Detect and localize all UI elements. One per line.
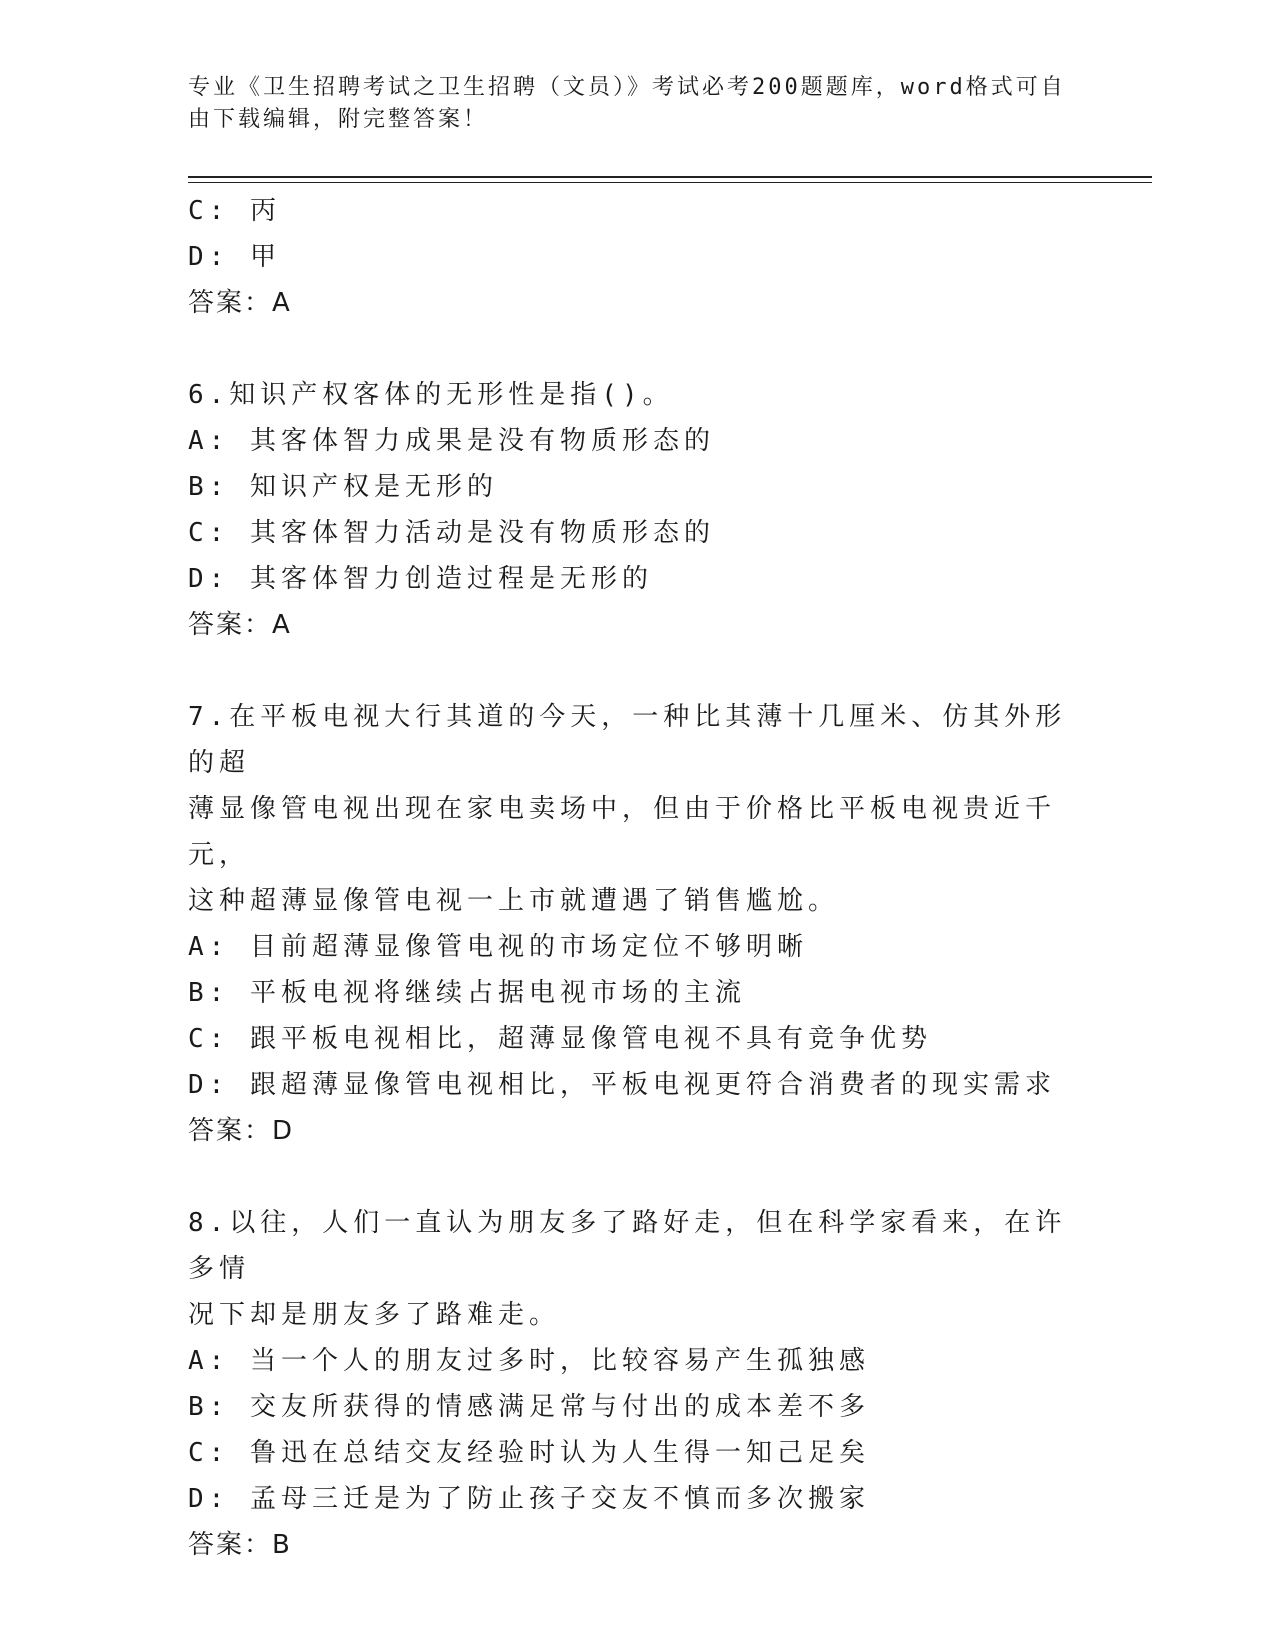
option-b: B: 知识产权是无形的 xyxy=(188,472,498,502)
answer-label: 答案： xyxy=(188,610,273,640)
question-stem-line: 7.在平板电视大行其道的今天，一种比其薄十几厘米、仿其外形的超 xyxy=(188,702,1067,778)
answer-label: 答案： xyxy=(188,288,273,318)
answer-label: 答案： xyxy=(188,1530,273,1560)
option-c: C: 鲁迅在总结交友经验时认为人生得一知己足矣 xyxy=(188,1438,870,1468)
option-d: D: 跟超薄显像管电视相比，平板电视更符合消费者的现实需求 xyxy=(188,1070,1056,1100)
option-d: D: 其客体智力创造过程是无形的 xyxy=(188,564,653,594)
answer-value: A xyxy=(272,288,292,318)
question-stem-line: 况下却是朋友多了路难走。 xyxy=(188,1300,561,1330)
question-stem-line: 这种超薄显像管电视一上市就遭遇了销售尴尬。 xyxy=(188,886,840,916)
spacer xyxy=(188,326,1068,372)
option-b: B: 平板电视将继续占据电视市场的主流 xyxy=(188,978,746,1008)
answer-line xyxy=(188,280,1068,326)
header-line-1: 专业《卫生招聘考试之卫生招聘（文员）》考试必考200题题库，word格式可自 xyxy=(188,75,1066,100)
spacer xyxy=(188,1154,1068,1200)
option-d: D: 甲 xyxy=(188,242,281,272)
option-d: D: 孟母三迁是为了防止孩子交友不慎而多次搬家 xyxy=(188,1484,870,1514)
answer-line xyxy=(188,1108,1068,1154)
header-rule-thick xyxy=(188,176,1152,178)
option-c: C: 丙 xyxy=(188,196,281,226)
header-rule-thin xyxy=(188,182,1152,183)
option-c: C: 其客体智力活动是没有物质形态的 xyxy=(188,518,715,548)
answer-value: D xyxy=(272,1116,295,1146)
document-body xyxy=(188,188,1068,1568)
question-8 xyxy=(188,1200,1068,1568)
question-6 xyxy=(188,372,1068,648)
question-stem-line: 薄显像管电视出现在家电卖场中，但由于价格比平板电视贵近千元， xyxy=(188,794,1057,870)
question-stem-line: 6.知识产权客体的无形性是指()。 xyxy=(188,380,674,410)
option-b: B: 交友所获得的情感满足常与付出的成本差不多 xyxy=(188,1392,870,1422)
option-c: C: 跟平板电视相比，超薄显像管电视不具有竞争优势 xyxy=(188,1024,932,1054)
spacer xyxy=(188,648,1068,694)
option-a: A: 当一个人的朋友过多时，比较容易产生孤独感 xyxy=(188,1346,870,1376)
option-a: A: 其客体智力成果是没有物质形态的 xyxy=(188,426,715,456)
document-header xyxy=(188,72,1088,136)
option-a: A: 目前超薄显像管电视的市场定位不够明晰 xyxy=(188,932,808,962)
answer-value: A xyxy=(272,610,292,640)
question-7 xyxy=(188,694,1068,1154)
answer-label: 答案： xyxy=(188,1116,273,1146)
header-line-2: 由下载编辑，附完整答案！ xyxy=(188,107,489,132)
answer-line xyxy=(188,1522,1068,1568)
answer-value: B xyxy=(272,1530,292,1560)
answer-line xyxy=(188,602,1068,648)
partial-question xyxy=(188,188,1068,326)
question-stem-line: 8.以往，人们一直认为朋友多了路好走，但在科学家看来，在许多情 xyxy=(188,1208,1067,1284)
